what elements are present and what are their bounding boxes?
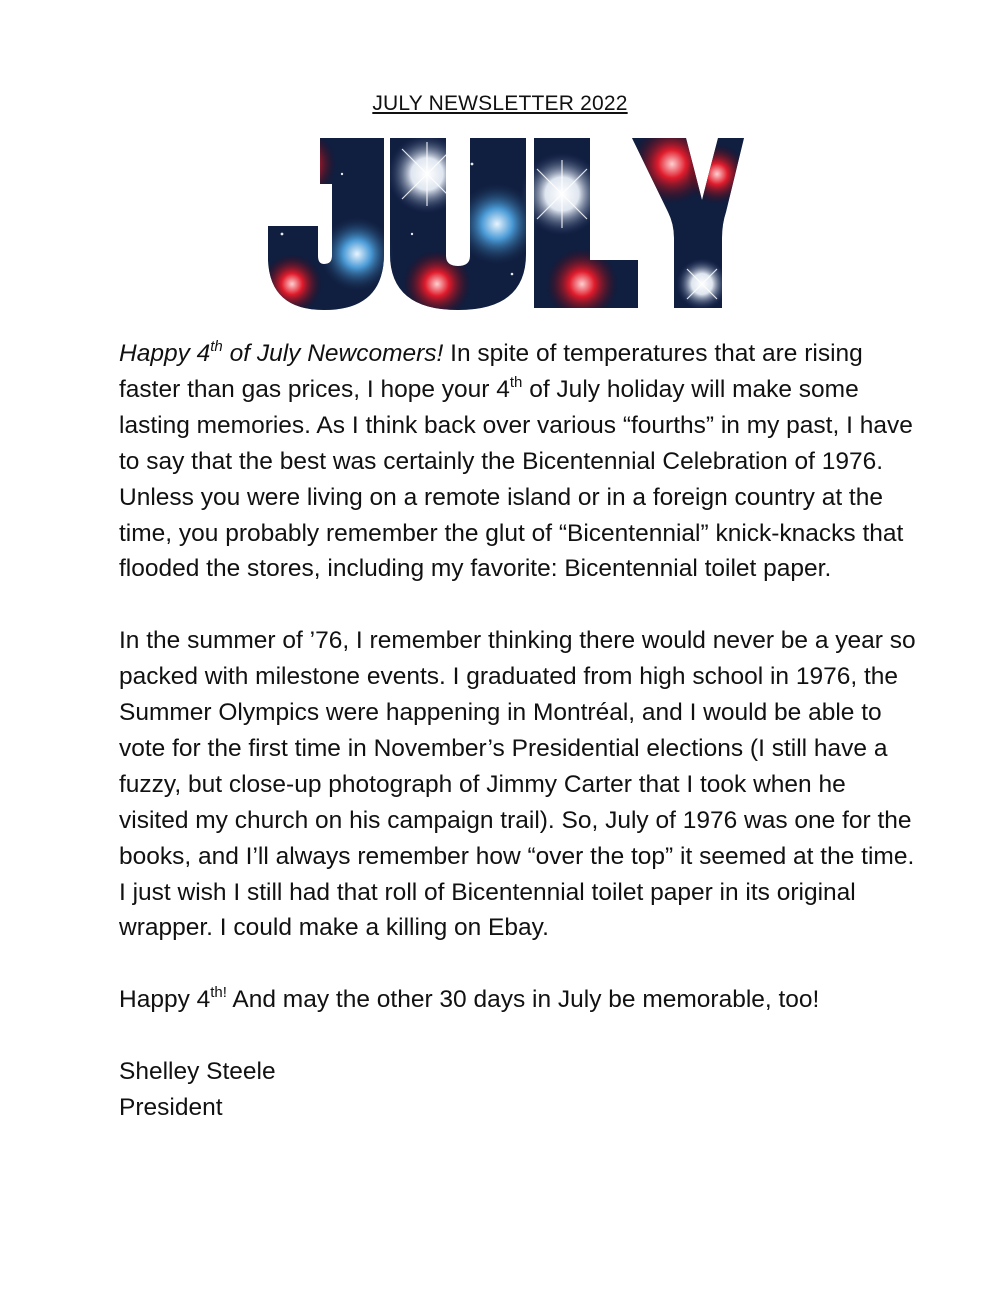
closing-superscript: th! [210,984,227,1002]
closing-text-end: And may the other 30 days in July be memorable, too! [226,986,820,1014]
greeting-text: Happy 4 [119,340,211,367]
july-fireworks-banner [262,134,746,314]
paragraph-intro [119,336,919,587]
intro-text: In spite of temperatures that are rising faster than gas prices, I hope your 4 [119,340,863,403]
intro-text-end: of July holiday will make some lasting memories. As I think back over various “fourths” in my past, I have to say that the best was certainly the Bicentennial Celebration of 1976. Unless you were living on a remote island or in a foreign country at the time, you probably remember the glut of “Bicentennial” knick-knacks that flooded the stores, including my favorite: Bicentennial toilet paper. [119,375,913,583]
greeting-text-end: of July Newcomers! [222,340,444,367]
intro-superscript: th [509,373,523,391]
letter-body [119,336,919,1126]
greeting [119,337,444,367]
newsletter-title: JULY NEWSLETTER 2022 [372,92,628,115]
greeting-superscript: th [210,337,223,355]
paragraph-memories: In the summer of ’76, I remember thinking there would never be a year so packed with milestone events. I graduated from high school in 1976, the Summer Olympics were happening in Montréal, and I would be able to vote for the first time in November’s Presidential elections (I still have a fuzzy, but close-up photograph of Jimmy Carter that I took when he visited my church on his campaign trail). So, July of 1976 was one for the books, and I’ll always remember how “over the top” it seemed at the time. I just wish I still had that roll of Bicentennial toilet paper in its original wrapper. I could make a killing on Ebay. [119,627,916,942]
signature-name: Shelley Steele [119,1058,276,1086]
signature-title: President [119,1093,223,1121]
paragraph-closing [119,982,919,1018]
closing-text: Happy 4 [119,986,211,1014]
